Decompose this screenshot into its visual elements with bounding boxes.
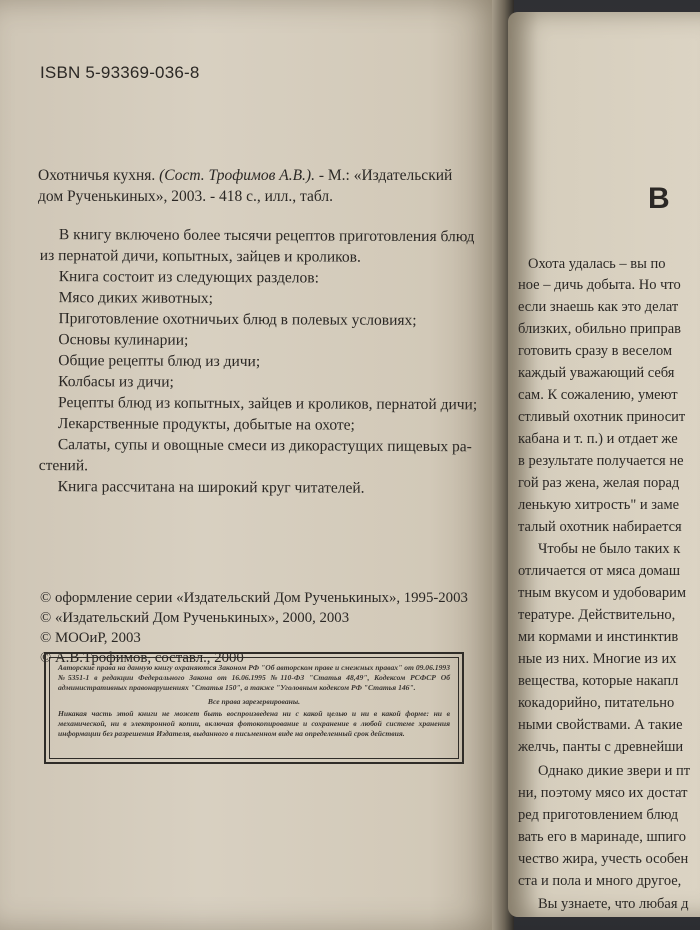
section-item-continued: стений. <box>38 456 89 475</box>
section-item: Основы кулинарии; <box>58 331 189 349</box>
copyright-line: © оформление серии «Издательский Дом Рученькиных», 1995-2003 <box>40 590 468 606</box>
bibliographic-record <box>38 165 478 207</box>
section-item: Рецепты блюд из копытных, зайцев и кроликов, пернатой дичи; <box>58 394 478 414</box>
body-line: ми кормами и инстинктив <box>518 629 679 645</box>
body-line: ные из них. Многие из их <box>518 651 677 667</box>
body-line: отличается от мяса домаш <box>518 563 681 579</box>
body-line: вать его в маринаде, шпиго <box>518 829 686 845</box>
section-item: Салаты, супы и овощные смеси из дикорастущих пищевых ра- <box>57 436 472 456</box>
copyright-line: © А.В.Трофимов, составл., 2000 <box>40 650 244 666</box>
audience-line: Книга рассчитана на широкий круг читателей. <box>57 478 365 497</box>
body-line: ное – дичь добыта. Но что <box>518 277 681 293</box>
chapter-heading: В <box>648 182 670 215</box>
body-line: кокадорийно, питательно <box>518 695 675 711</box>
body-line: если знаешь как это делат <box>518 299 679 315</box>
book-title: Охотничья кухня. <box>38 167 156 184</box>
description-line: Книга состоит из следующих разделов: <box>58 268 319 287</box>
body-line: сам. К сожалению, умеют <box>518 387 678 403</box>
body-line: тературе. Действительно, <box>518 607 676 623</box>
body-line: желчь, панты с древнейши <box>518 739 684 755</box>
section-item: Мясо диких животных; <box>58 289 214 307</box>
copyright-notice-box <box>44 652 464 764</box>
body-line: чество жира, учесть особен <box>518 851 689 867</box>
body-line: ни, поэтому мясо их достат <box>518 785 688 801</box>
body-line: тным вкусом и удобоварим <box>518 585 687 601</box>
description-line: В книгу включено более тысячи рецептов приготовления блюд <box>58 226 475 246</box>
right-page <box>508 12 700 917</box>
body-line: гой раз жена, желая порад <box>518 475 680 491</box>
body-line: близких, обильно приправ <box>518 321 681 337</box>
notice-paragraph: Авторские права на данную книгу охраняются Законом РФ "Об авторском праве и смежных правах" от 09.06.1993 №5351-1 в редакции Федерального Закона от 16.06.1995 №110-ФЗ "Статья 48,49", Кодексом РСФСР Об административных правонарушениях "Статья 150", а также "Уголовным кодексом РФ "Статья 146". <box>58 663 450 692</box>
copyright-line: © МООиР, 2003 <box>40 630 141 646</box>
book-author: (Сост. Трофимов А.В.). <box>159 167 315 184</box>
body-line: Охота удалась – вы по <box>528 256 666 272</box>
section-item: Колбасы из дичи; <box>58 373 174 391</box>
copyright-notice-inner <box>49 657 459 759</box>
body-line: Однако дикие звери и пт <box>538 763 691 779</box>
book-description <box>39 224 485 499</box>
isbn-number: ISBN 5-93369-036-8 <box>40 63 200 82</box>
section-item: Лекарственные продукты, добытые на охоте; <box>57 415 355 434</box>
body-line: стливый охотник приносит <box>518 409 686 425</box>
body-line: кабана и т. п.) и отдает же <box>518 431 678 447</box>
body-line: вещества, которые накапл <box>518 673 679 689</box>
imprint-line-1: - М.: «Издательский <box>314 167 453 184</box>
body-line: ленькую хитрость" и заме <box>518 497 680 513</box>
body-line: Чтобы не было таких к <box>538 541 681 557</box>
section-item: Приготовление охотничьих блюд в полевых условиях; <box>58 310 417 329</box>
rights-reserved: Все права зарезервированы. <box>207 697 301 706</box>
body-line: Вы узнаете, что любая д <box>538 896 689 912</box>
body-line: готовить сразу в веселом <box>518 343 673 359</box>
body-line: ста и пола и много другое, <box>518 873 682 889</box>
copyright-line: © «Издательский Дом Рученькиных», 2000, 2003 <box>40 610 350 626</box>
imprint-line-2: дом Рученькиных», 2003. - 418 с., илл., табл. <box>38 188 333 205</box>
notice-paragraph: Никакая часть этой книги не может быть воспроизведена ни с какой целью и ни в какой форме: ни в механической, ни в электронной копии, включая фотокопирование и сохранение в любой системе хранения информации без разрешения Издателя, выданного в письменном виде на определенный срок действия. <box>58 709 450 738</box>
body-line: каждый уважающий себя <box>518 365 675 381</box>
section-item: Общие рецепты блюд из дичи; <box>58 352 261 371</box>
body-line: ред приготовлением блюд <box>518 807 679 823</box>
body-line: в результате получается не <box>518 453 684 469</box>
body-line: ными свойствами. А такие <box>518 717 683 733</box>
body-line: талый охотник набирается <box>518 519 682 535</box>
description-line: из пернатой дичи, копытных, зайцев и кроликов. <box>39 246 361 266</box>
